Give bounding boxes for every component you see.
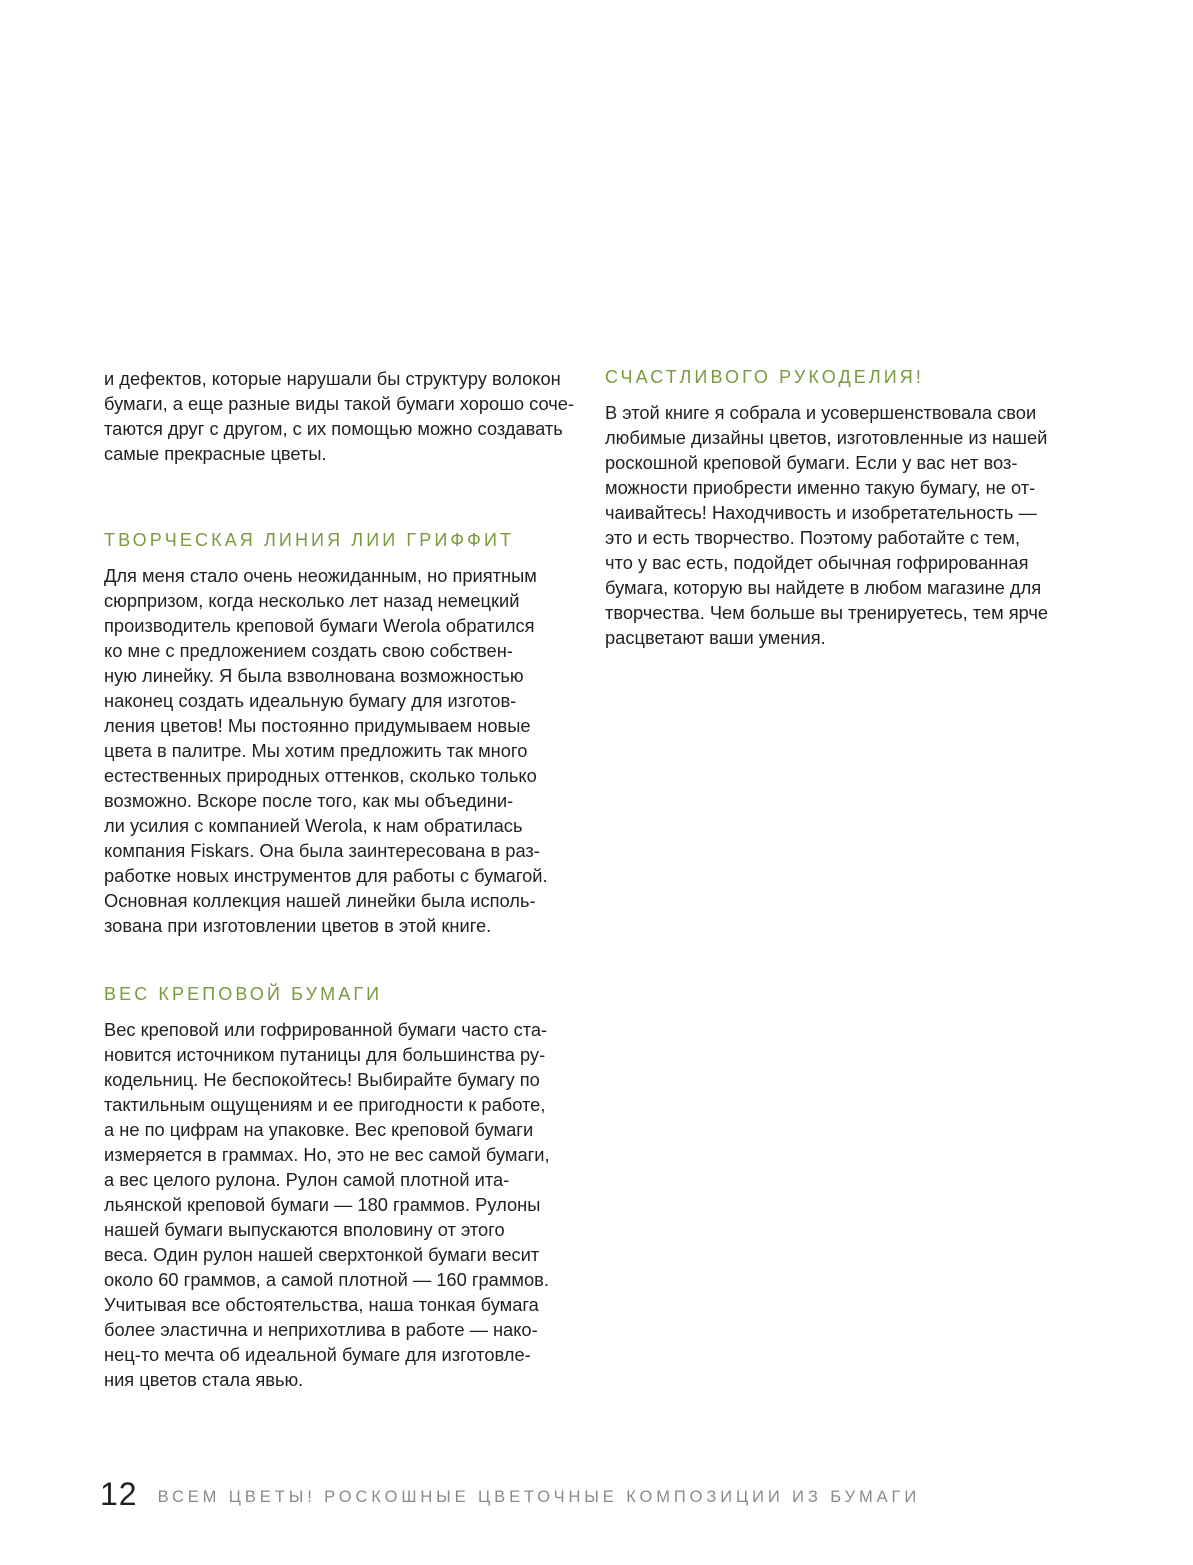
text-line: возможно. Вскоре после того, как мы объедини- <box>104 790 514 811</box>
text-line: нец-то мечта об идеальной бумаге для изготовле- <box>104 1344 531 1365</box>
right-column <box>605 366 1083 650</box>
spacer <box>104 1005 582 1017</box>
left-column <box>104 366 582 1392</box>
spacer <box>104 551 582 563</box>
text-line: бумаги, а еще разные виды такой бумаги хорошо соче- <box>104 393 575 414</box>
page-number: 12 <box>100 1475 138 1512</box>
running-title: ВСЕМ ЦВЕТЫ! РОСКОШНЫЕ ЦВЕТОЧНЫЕ КОМПОЗИЦИИ ИЗ БУМАГИ <box>157 1487 921 1506</box>
text-line: нашей бумаги выпускаются вполовину от этого <box>104 1219 505 1240</box>
page-footer <box>100 1472 920 1516</box>
spacer <box>104 466 582 529</box>
text-line: веса. Один рулон нашей сверхтонкой бумаги весит <box>104 1244 540 1265</box>
text-line: творчества. Чем больше вы тренируетесь, тем ярче <box>605 602 1049 623</box>
text-line: кодельниц. Не беспокойтесь! Выбирайте бумагу по <box>104 1069 540 1090</box>
text-line: Для меня стало очень неожиданным, но приятным <box>104 565 537 586</box>
text-line: можности приобрести именно такую бумагу, не от- <box>605 477 1036 498</box>
text-line: любимые дизайны цветов, изготовленные из нашей <box>605 427 1048 448</box>
spacer <box>605 388 1083 400</box>
spacer <box>104 938 582 983</box>
text-line: естественных природных оттенков, сколько только <box>104 765 537 786</box>
text-line: измеряется в граммах. Но, это не вес самой бумаги, <box>104 1144 550 1165</box>
text-line: льянской креповой бумаги — 180 граммов. Рулоны <box>104 1194 541 1215</box>
text-line: сюрпризом, когда несколько лет назад немецкий <box>104 590 520 611</box>
creative-line-paragraph <box>104 563 582 938</box>
section-heading-happy-crafting: СЧАСТЛИВОГО РУКОДЕЛИЯ! <box>605 367 924 387</box>
text-line: ли усилия с компанией Werola, к нам обратилась <box>104 815 523 836</box>
text-line: таются друг с другом, с их помощью можно создавать <box>104 418 563 439</box>
text-line: компания Fiskars. Она была заинтересована в раз- <box>104 840 540 861</box>
text-line: самые прекрасные цветы. <box>104 443 327 464</box>
text-line: новится источником путаницы для большинства ру- <box>104 1044 546 1065</box>
text-line: и дефектов, которые нарушали бы структуру волокон <box>104 368 561 389</box>
text-line: более эластична и неприхотлива в работе — нако- <box>104 1319 538 1340</box>
text-line: В этой книге я собрала и усовершенствовала свои <box>605 402 1037 423</box>
text-line: что у вас есть, подойдет обычная гофрированная <box>605 552 1029 573</box>
text-line: производитель креповой бумаги Werola обратился <box>104 615 535 636</box>
text-line: а не по цифрам на упаковке. Вес креповой бумаги <box>104 1119 534 1140</box>
intro-paragraph <box>104 366 582 466</box>
section-heading-creative-line: ТВОРЧЕСКАЯ ЛИНИЯ ЛИИ ГРИФФИТ <box>104 530 515 550</box>
text-line: ную линейку. Я была взволнована возможностью <box>104 665 524 686</box>
text-line: чаивайтесь! Находчивость и изобретательность — <box>605 502 1037 523</box>
text-line: наконец создать идеальную бумагу для изготов- <box>104 690 517 711</box>
text-line: ния цветов стала явью. <box>104 1369 304 1390</box>
text-line: зована при изготовлении цветов в этой книге. <box>104 915 492 936</box>
text-line: Учитывая все обстоятельства, наша тонкая бумага <box>104 1294 539 1315</box>
text-line: Основная коллекция нашей линейки была исполь- <box>104 890 536 911</box>
happy-crafting-paragraph <box>605 400 1083 650</box>
text-line: работке новых инструментов для работы с бумагой. <box>104 865 548 886</box>
text-line: это и есть творчество. Поэтому работайте с тем, <box>605 527 1021 548</box>
text-line: расцветают ваши умения. <box>605 627 826 648</box>
text-line: бумага, которую вы найдете в любом магазине для <box>605 577 1042 598</box>
text-line: тактильным ощущениям и ее пригодности к работе, <box>104 1094 546 1115</box>
section-heading-paper-weight: ВЕС КРЕПОВОЙ БУМАГИ <box>104 984 383 1004</box>
text-line: ления цветов! Мы постоянно придумываем новые <box>104 715 531 736</box>
text-line: роскошной креповой бумаги. Если у вас нет воз- <box>605 452 1018 473</box>
text-line: Вес креповой или гофрированной бумаги часто ста- <box>104 1019 548 1040</box>
paper-weight-paragraph <box>104 1017 582 1392</box>
text-line: около 60 граммов, а самой плотной — 160 граммов. <box>104 1269 549 1290</box>
text-line: цвета в палитре. Мы хотим предложить так много <box>104 740 528 761</box>
text-line: ко мне с предложением создать свою собствен- <box>104 640 513 661</box>
text-line: а вес целого рулона. Рулон самой плотной ита- <box>104 1169 510 1190</box>
